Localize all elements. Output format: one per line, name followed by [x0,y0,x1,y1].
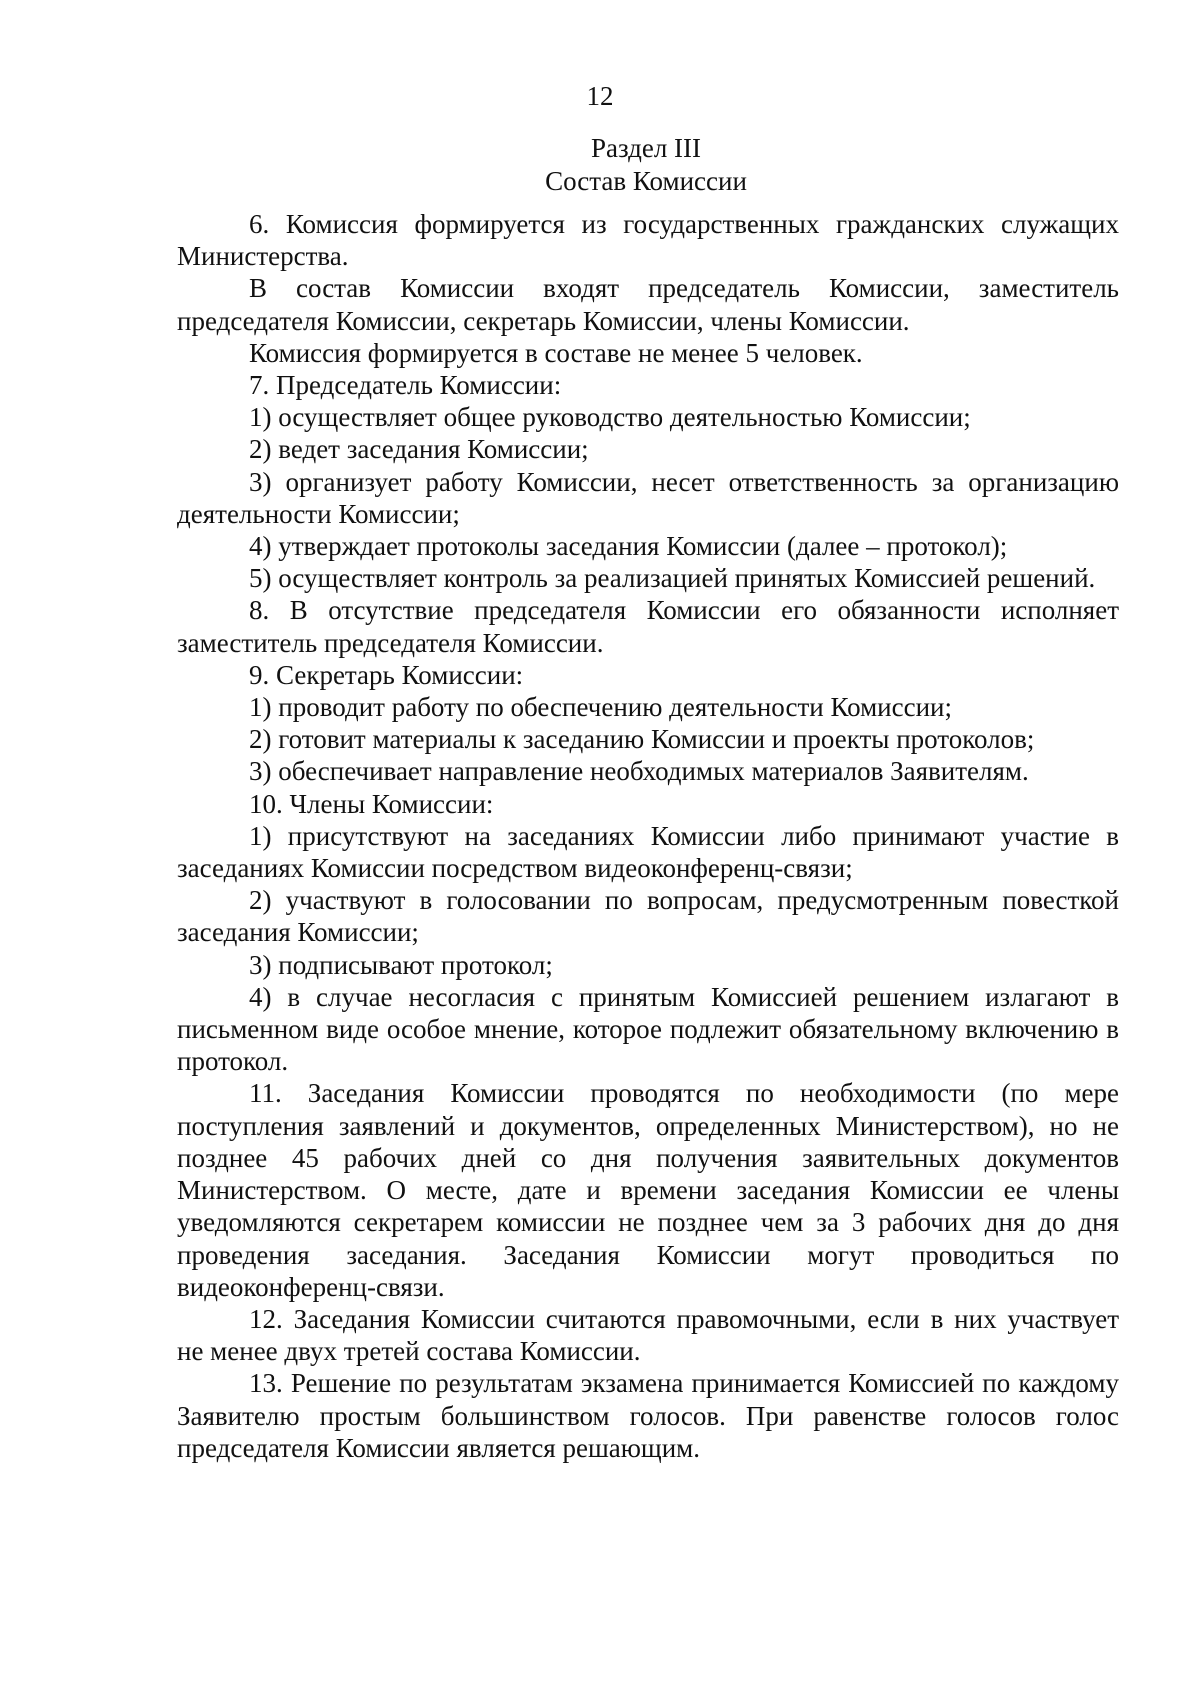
paragraph: 2) участвуют в голосовании по вопросам, предусмотренным повесткой заседания Комиссии; [177,885,1119,948]
paragraph: 3) обеспечивает направление необходимых материалов Заявителям. [249,756,1029,787]
section-header [0,132,1200,198]
page-number: 12 [586,81,614,111]
paragraph: 1) проводит работу по обеспечению деятельности Комиссии; [249,692,953,723]
paragraph: 3) подписывают протокол; [249,949,553,980]
section-subtitle: Состав Комиссии [545,166,747,196]
paragraph: В состав Комиссии входят председатель Комиссии, заместитель председателя Комиссии, секретарь Комиссии, члены Комиссии. [177,273,1119,336]
paragraph: 7. Председатель Комиссии: [249,370,562,401]
paragraph: 5) осуществляет контроль за реализацией принятых Комиссией решений. [249,563,1096,594]
paragraph: 1) присутствуют на заседаниях Комиссии либо принимают участие в заседаниях Комиссии посредством видеоконференц-связи; [177,820,1119,884]
paragraph: 6. Комиссия формируется из государственных гражданских служащих Министерства. [177,209,1119,272]
paragraph: 4) в случае несогласия с принятым Комиссией решением излагают в письменном виде особое мнение, которое подлежит обязательному включению в протокол. [177,981,1119,1077]
document-body [177,208,1119,1464]
paragraph: 13. Решение по результатам экзамена принимается Комиссией по каждому Заявителю простым большинством голосов. При равенстве голосов голос председателя Комиссии является решающим. [177,1368,1119,1463]
paragraph: 12. Заседания Комиссии считаются правомочными, если в них участвует не менее двух третей состава Комиссии. [177,1303,1119,1367]
paragraph: 2) готовит материалы к заседанию Комиссии и проекты протоколов; [249,724,1035,755]
paragraph: 9. Секретарь Комиссии: [249,659,524,690]
paragraph: 10. Члены Комиссии: [249,788,494,819]
paragraph: Комиссия формируется в составе не менее 5 человек. [249,337,863,368]
paragraph: 4) утверждает протоколы заседания Комиссии (далее – протокол); [249,531,1008,562]
paragraph: 8. В отсутствие председателя Комиссии его обязанности исполняет заместитель председателя Комиссии. [177,595,1119,658]
paragraph: 11. Заседания Комиссии проводятся по необходимости (по мере поступления заявлений и документов, определенных Министерством), но не позднее 45 рабочих дней со дня получения заявительных документов Министерством. О месте, дате и времени заседания Комиссии ее члены уведомляются секретарем комиссии не позднее чем за 3 рабочих дня до дня проведения заседания. Заседания Комиссии могут проводиться по видеоконференц-связи. [177,1078,1119,1302]
paragraph: 3) организует работу Комиссии, несет ответственность за организацию деятельности Комиссии; [177,466,1119,529]
paragraph: 1) осуществляет общее руководство деятельностью Комиссии; [249,402,971,433]
section-title: Раздел III [590,133,702,163]
paragraph: 2) ведет заседания Комиссии; [249,434,589,465]
